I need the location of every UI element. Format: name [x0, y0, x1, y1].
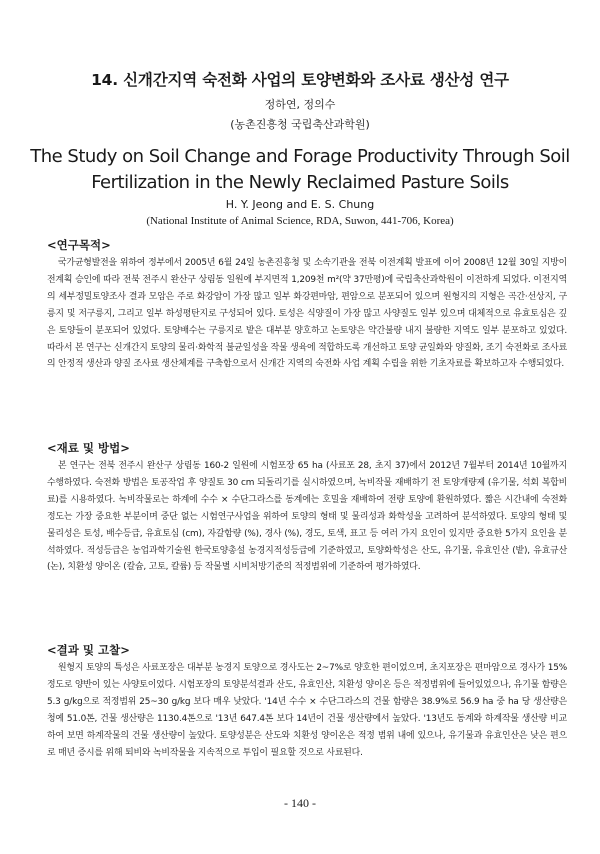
section-body: 본 연구는 전북 전주시 완산구 상림동 160-2 일원에 시험포장 65 ha (사료포 28, 초지 37)에서 2012년 7월부터 2014년 10월까지 수행하였다. 숙전화 방법은 토공작업 후 양질토 30 cm 되돌리기를 실시하였으며, 녹비작물 재배하기 전 토양개량제 (유기물, 석회 복합비료)를 시용하였다. 녹비작물로는 하계에 수수 × 수단그라스를 동계에는 호밀을 재배하여 전량 토양에 환원하였다. 짧은 시간내에 숙전화 정도는 가장 중요한 부분이며 중단 없는 시험연구사업을 위하여 토양의 형태 및 물리성과 화학성을 고려하여 분석하였다. 토양의 형태 및 물리성은 토성, 배수등급, 유효토심 (cm), 자갈함량 (%), 경사 (%), 경도, 토색, 표고 등 여러 가지 요인이 있지만 중요한 5가지 요인을 분석하였다. 적성등급은 농업과학기술원 한국토양총설 농경지적성등급에 기준하였고, 토양화학성은 산도, 유기물, 유효인산 (밭), 유효규산 (논), 치환성 양이온 (칼슘, 고토, 칼륨) 등 작물별 시비처방기준의 적정범위에 기준하여 평가하였다.	[47, 461, 567, 573]
section-heading: <결과 및 고찰>	[47, 643, 130, 657]
section-results-discussion	[47, 642, 567, 761]
section-heading: <재료 및 방법>	[47, 441, 130, 455]
english-title: The Study on Soil Change and Forage Productivity Through Soil Fertilization in the Newly Reclaimed Pasture Soils	[30, 146, 570, 193]
section-body: 국가균형발전을 위하여 정부에서 2005년 6월 24일 농촌진흥청 및 소속기관을 전북 이전계획 발표에 이어 2008년 12월 30일 지방이전계획 승인에 따라 전북 전주시 완산구 상림동 일원에 부지면적 1,209천 m²(약 37만평)에 국립축산과학원이 이전하게 되었다. 이전지역의 세부정밀토양조사 결과 모암은 주로 화강암이 가장 많고 일부 화강편마암, 편암으로 분포되어 있으며 원형지의 지형은 곡간·선상지, 구릉지 및 저구릉지, 그리고 일부 하성평탄지로 구성되어 있다. 토성은 식양질이 가장 많고 사양질도 일부 있으며 대체적으로 유효토심은 깊은 토양들이 분포되어 있었다. 토양배수는 구릉지로 밭은 대부분 양호하고 논토양은 약간불량 내지 불량한 지역도 일부 분포하고 있었다. 따라서 본 연구는 신개간지 토양의 물리·화학적 불균일성을 작물 생육에 적합하도록 개선하고 토양 균일화와 양질화, 조기 숙전화로 조사료의 안정적 생산과 양질 조사료 생산체계를 구축함으로서 신개간 지역의 숙전화 사업 계획 수립을 위한 기초자료를 확보하고자 수행되었다.	[47, 258, 567, 370]
english-affiliation: (National Institute of Animal Science, RDA, Suwon, 441-706, Korea)	[146, 215, 454, 227]
section-objective	[47, 237, 567, 373]
section-heading: <연구목적>	[47, 238, 111, 252]
section-materials-methods	[47, 440, 567, 576]
korean-affiliation: (농촌진흥청 국립축산과학원)	[230, 118, 370, 131]
korean-authors: 정하연, 정의수	[264, 98, 336, 111]
korean-title: 14. 신개간지역 숙전화 사업의 토양변화와 조사료 생산성 연구	[91, 71, 509, 89]
english-authors: H. Y. Jeong and E. S. Chung	[225, 198, 375, 211]
page-number: - 140 -	[284, 796, 316, 810]
section-body: 원형지 토양의 특성은 사료포장은 대부분 농경지 토양으로 경사도는 2~7%로 양호한 편이었으며, 초지포장은 편마암으로 경사가 15% 정도로 양반이 있는 사양토이었다. 시험포장의 토양분석결과 산도, 유효인산, 치환성 양이온 등은 적정범위에 들어있었으나, 유기물 함량은 5.3 g/kg으로 적정범위 25~30 g/kg 보다 매우 낮았다. '14년 수수 × 수단그라스의 건물 함량은 38.9%로 56.9 ha 중 ha 당 생산량은 청예 51.0톤, 건물 생산량은 1130.4톤으로 '13년 647.4톤 보다 14년이 건물 생산량에서 높았다. '13년도 동계와 하계작물 생산량 비교하여 보면 하계작물의 건물 생산량이 높았다. 토양성분은 산도와 치환성 양이온은 적정 범위 내에 있으나, 유기물과 유효인산은 낮은 편으로 매년 증시를 위해 퇴비와 녹비작물을 지속적으로 투입이 필요할 것으로 사료된다.	[47, 663, 567, 758]
